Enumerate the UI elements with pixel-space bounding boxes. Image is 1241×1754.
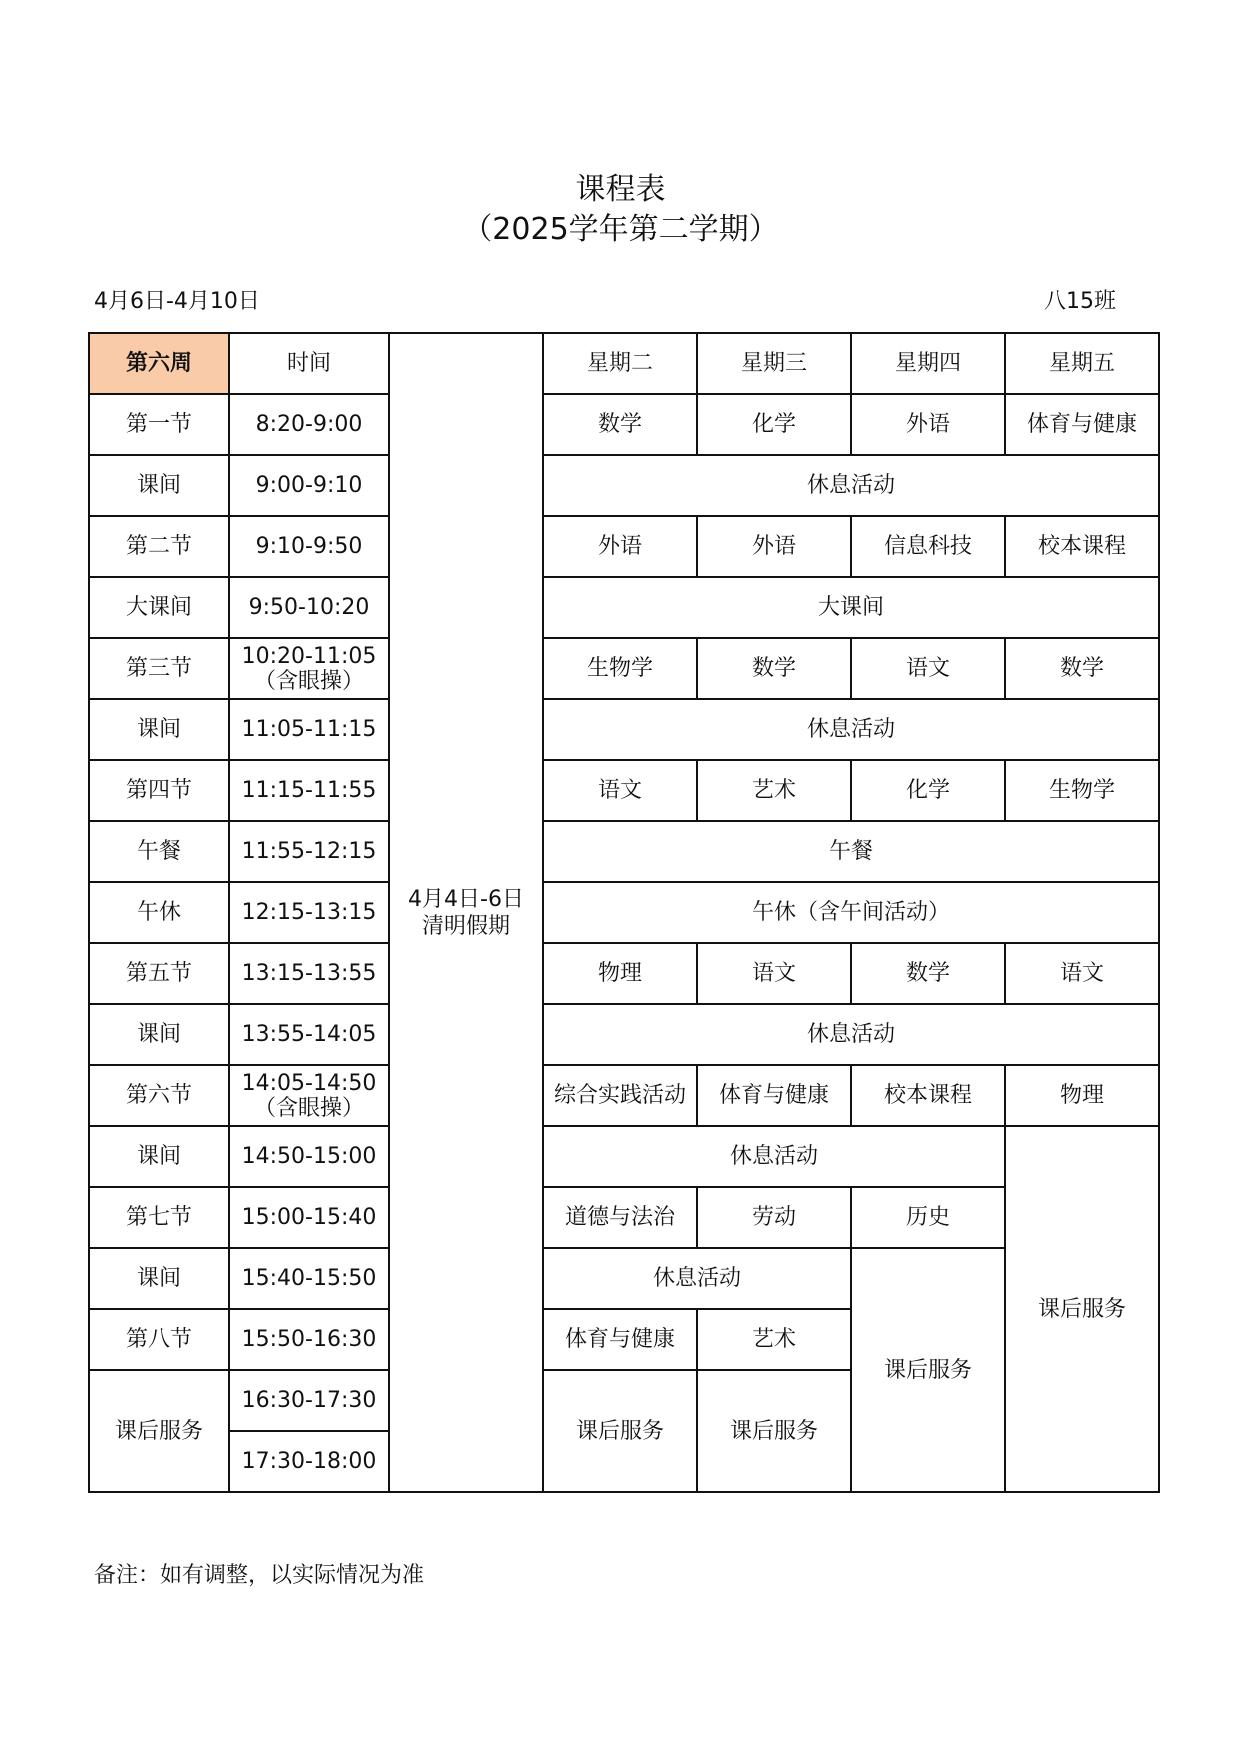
table-row-period-2 xyxy=(89,516,1159,577)
subject-cell: 生物学 xyxy=(543,638,697,699)
table-row-break-2 xyxy=(89,699,1159,760)
subject-cell: 语文 xyxy=(543,760,697,821)
period-time: 15:50-16:30 xyxy=(229,1309,389,1370)
subject-cell: 化学 xyxy=(697,394,851,455)
period-label: 第七节 xyxy=(89,1187,229,1248)
table-row-period-5 xyxy=(89,943,1159,1004)
period-time: 9:00-9:10 xyxy=(229,455,389,516)
activity-cell: 休息活动 xyxy=(543,1248,851,1309)
class-name: 八15班 xyxy=(1044,289,1116,314)
period-time xyxy=(229,1065,389,1126)
period-label: 课间 xyxy=(89,1004,229,1065)
subject-cell: 信息科技 xyxy=(851,516,1005,577)
schedule-table xyxy=(88,332,1160,1493)
subject-cell: 物理 xyxy=(543,943,697,1004)
activity-cell: 休息活动 xyxy=(543,455,1159,516)
subject-cell: 外语 xyxy=(543,516,697,577)
period-label: 午休 xyxy=(89,882,229,943)
period-time: 11:55-12:15 xyxy=(229,821,389,882)
after-school-thursday: 课后服务 xyxy=(851,1248,1005,1492)
day-header-thu: 星期四 xyxy=(851,333,1005,394)
subject-cell: 语文 xyxy=(1005,943,1159,1004)
date-range: 4月6日-4月10日 xyxy=(94,289,260,314)
after-school-wednesday: 课后服务 xyxy=(697,1370,851,1492)
table-row-period-1 xyxy=(89,394,1159,455)
subject-cell: 体育与健康 xyxy=(543,1309,697,1370)
day-header-fri: 星期五 xyxy=(1005,333,1159,394)
subject-cell: 艺术 xyxy=(697,1309,851,1370)
period-label: 第六节 xyxy=(89,1065,229,1126)
period-label: 课间 xyxy=(89,1248,229,1309)
period-time: 9:10-9:50 xyxy=(229,516,389,577)
table-row-break-4 xyxy=(89,1126,1159,1187)
period-label: 课间 xyxy=(89,455,229,516)
activity-cell: 休息活动 xyxy=(543,1004,1159,1065)
period-label: 第一节 xyxy=(89,394,229,455)
subject-cell: 数学 xyxy=(851,943,1005,1004)
period-time: 17:30-18:00 xyxy=(229,1431,389,1492)
footnote: 备注：如有调整，以实际情况为准 xyxy=(94,1563,425,1588)
week-label: 第六周 xyxy=(89,333,229,394)
table-row-break-5 xyxy=(89,1248,1159,1309)
period-label: 课间 xyxy=(89,1126,229,1187)
time-header: 时间 xyxy=(229,333,389,394)
period-time: 11:15-11:55 xyxy=(229,760,389,821)
page-subtitle: （2025学年第二学期） xyxy=(462,212,779,247)
subject-cell: 数学 xyxy=(1005,638,1159,699)
page-title: 课程表 xyxy=(575,172,666,207)
holiday-cell xyxy=(389,333,543,1492)
table-row-period-7 xyxy=(89,1187,1159,1248)
subject-cell: 语文 xyxy=(851,638,1005,699)
period-time: 13:55-14:05 xyxy=(229,1004,389,1065)
subject-cell: 劳动 xyxy=(697,1187,851,1248)
table-row-header xyxy=(89,333,1159,394)
table-row-break-3 xyxy=(89,1004,1159,1065)
activity-cell: 休息活动 xyxy=(543,699,1159,760)
holiday-dates: 4月4日-6日 xyxy=(408,886,524,912)
table-row-big-break xyxy=(89,577,1159,638)
table-row-period-4 xyxy=(89,760,1159,821)
day-header-tue: 星期二 xyxy=(543,333,697,394)
period-label: 第三节 xyxy=(89,638,229,699)
activity-cell: 休息活动 xyxy=(543,1126,1005,1187)
time-range: 14:05-14:50 xyxy=(241,1070,377,1096)
subject-cell: 外语 xyxy=(697,516,851,577)
period-label: 第二节 xyxy=(89,516,229,577)
period-label: 第五节 xyxy=(89,943,229,1004)
period-time: 15:00-15:40 xyxy=(229,1187,389,1248)
table-row-lunch xyxy=(89,821,1159,882)
subject-cell: 校本课程 xyxy=(1005,516,1159,577)
holiday-name: 清明假期 xyxy=(421,913,510,939)
subject-cell: 物理 xyxy=(1005,1065,1159,1126)
subject-cell: 历史 xyxy=(851,1187,1005,1248)
period-label: 课后服务 xyxy=(89,1370,229,1492)
period-label: 第八节 xyxy=(89,1309,229,1370)
table-row-nap xyxy=(89,882,1159,943)
subject-cell: 综合实践活动 xyxy=(543,1065,697,1126)
period-time: 14:50-15:00 xyxy=(229,1126,389,1187)
time-range: 10:20-11:05 xyxy=(241,643,377,669)
period-time: 13:15-13:55 xyxy=(229,943,389,1004)
time-note: （含眼操） xyxy=(253,1095,364,1121)
day-header-wed: 星期三 xyxy=(697,333,851,394)
period-time: 11:05-11:15 xyxy=(229,699,389,760)
period-label: 第四节 xyxy=(89,760,229,821)
activity-cell: 午餐 xyxy=(543,821,1159,882)
period-label: 午餐 xyxy=(89,821,229,882)
period-time: 15:40-15:50 xyxy=(229,1248,389,1309)
subject-cell: 校本课程 xyxy=(851,1065,1005,1126)
period-time: 12:15-13:15 xyxy=(229,882,389,943)
subject-cell: 数学 xyxy=(543,394,697,455)
activity-cell: 午休（含午间活动） xyxy=(543,882,1159,943)
table-row-break-1 xyxy=(89,455,1159,516)
period-label: 课间 xyxy=(89,699,229,760)
activity-cell: 大课间 xyxy=(543,577,1159,638)
subject-cell: 生物学 xyxy=(1005,760,1159,821)
subject-cell: 道德与法治 xyxy=(543,1187,697,1248)
period-time: 16:30-17:30 xyxy=(229,1370,389,1431)
period-time: 8:20-9:00 xyxy=(229,394,389,455)
subject-cell: 外语 xyxy=(851,394,1005,455)
after-school-friday: 课后服务 xyxy=(1005,1126,1159,1492)
time-note: （含眼操） xyxy=(253,668,364,694)
table-row-period-6 xyxy=(89,1065,1159,1126)
table-row-period-3 xyxy=(89,638,1159,699)
subject-cell: 语文 xyxy=(697,943,851,1004)
subject-cell: 体育与健康 xyxy=(1005,394,1159,455)
subject-cell: 体育与健康 xyxy=(697,1065,851,1126)
period-label: 大课间 xyxy=(89,577,229,638)
subject-cell: 艺术 xyxy=(697,760,851,821)
subject-cell: 化学 xyxy=(851,760,1005,821)
period-time: 9:50-10:20 xyxy=(229,577,389,638)
period-time xyxy=(229,638,389,699)
after-school-tuesday: 课后服务 xyxy=(543,1370,697,1492)
subject-cell: 数学 xyxy=(697,638,851,699)
